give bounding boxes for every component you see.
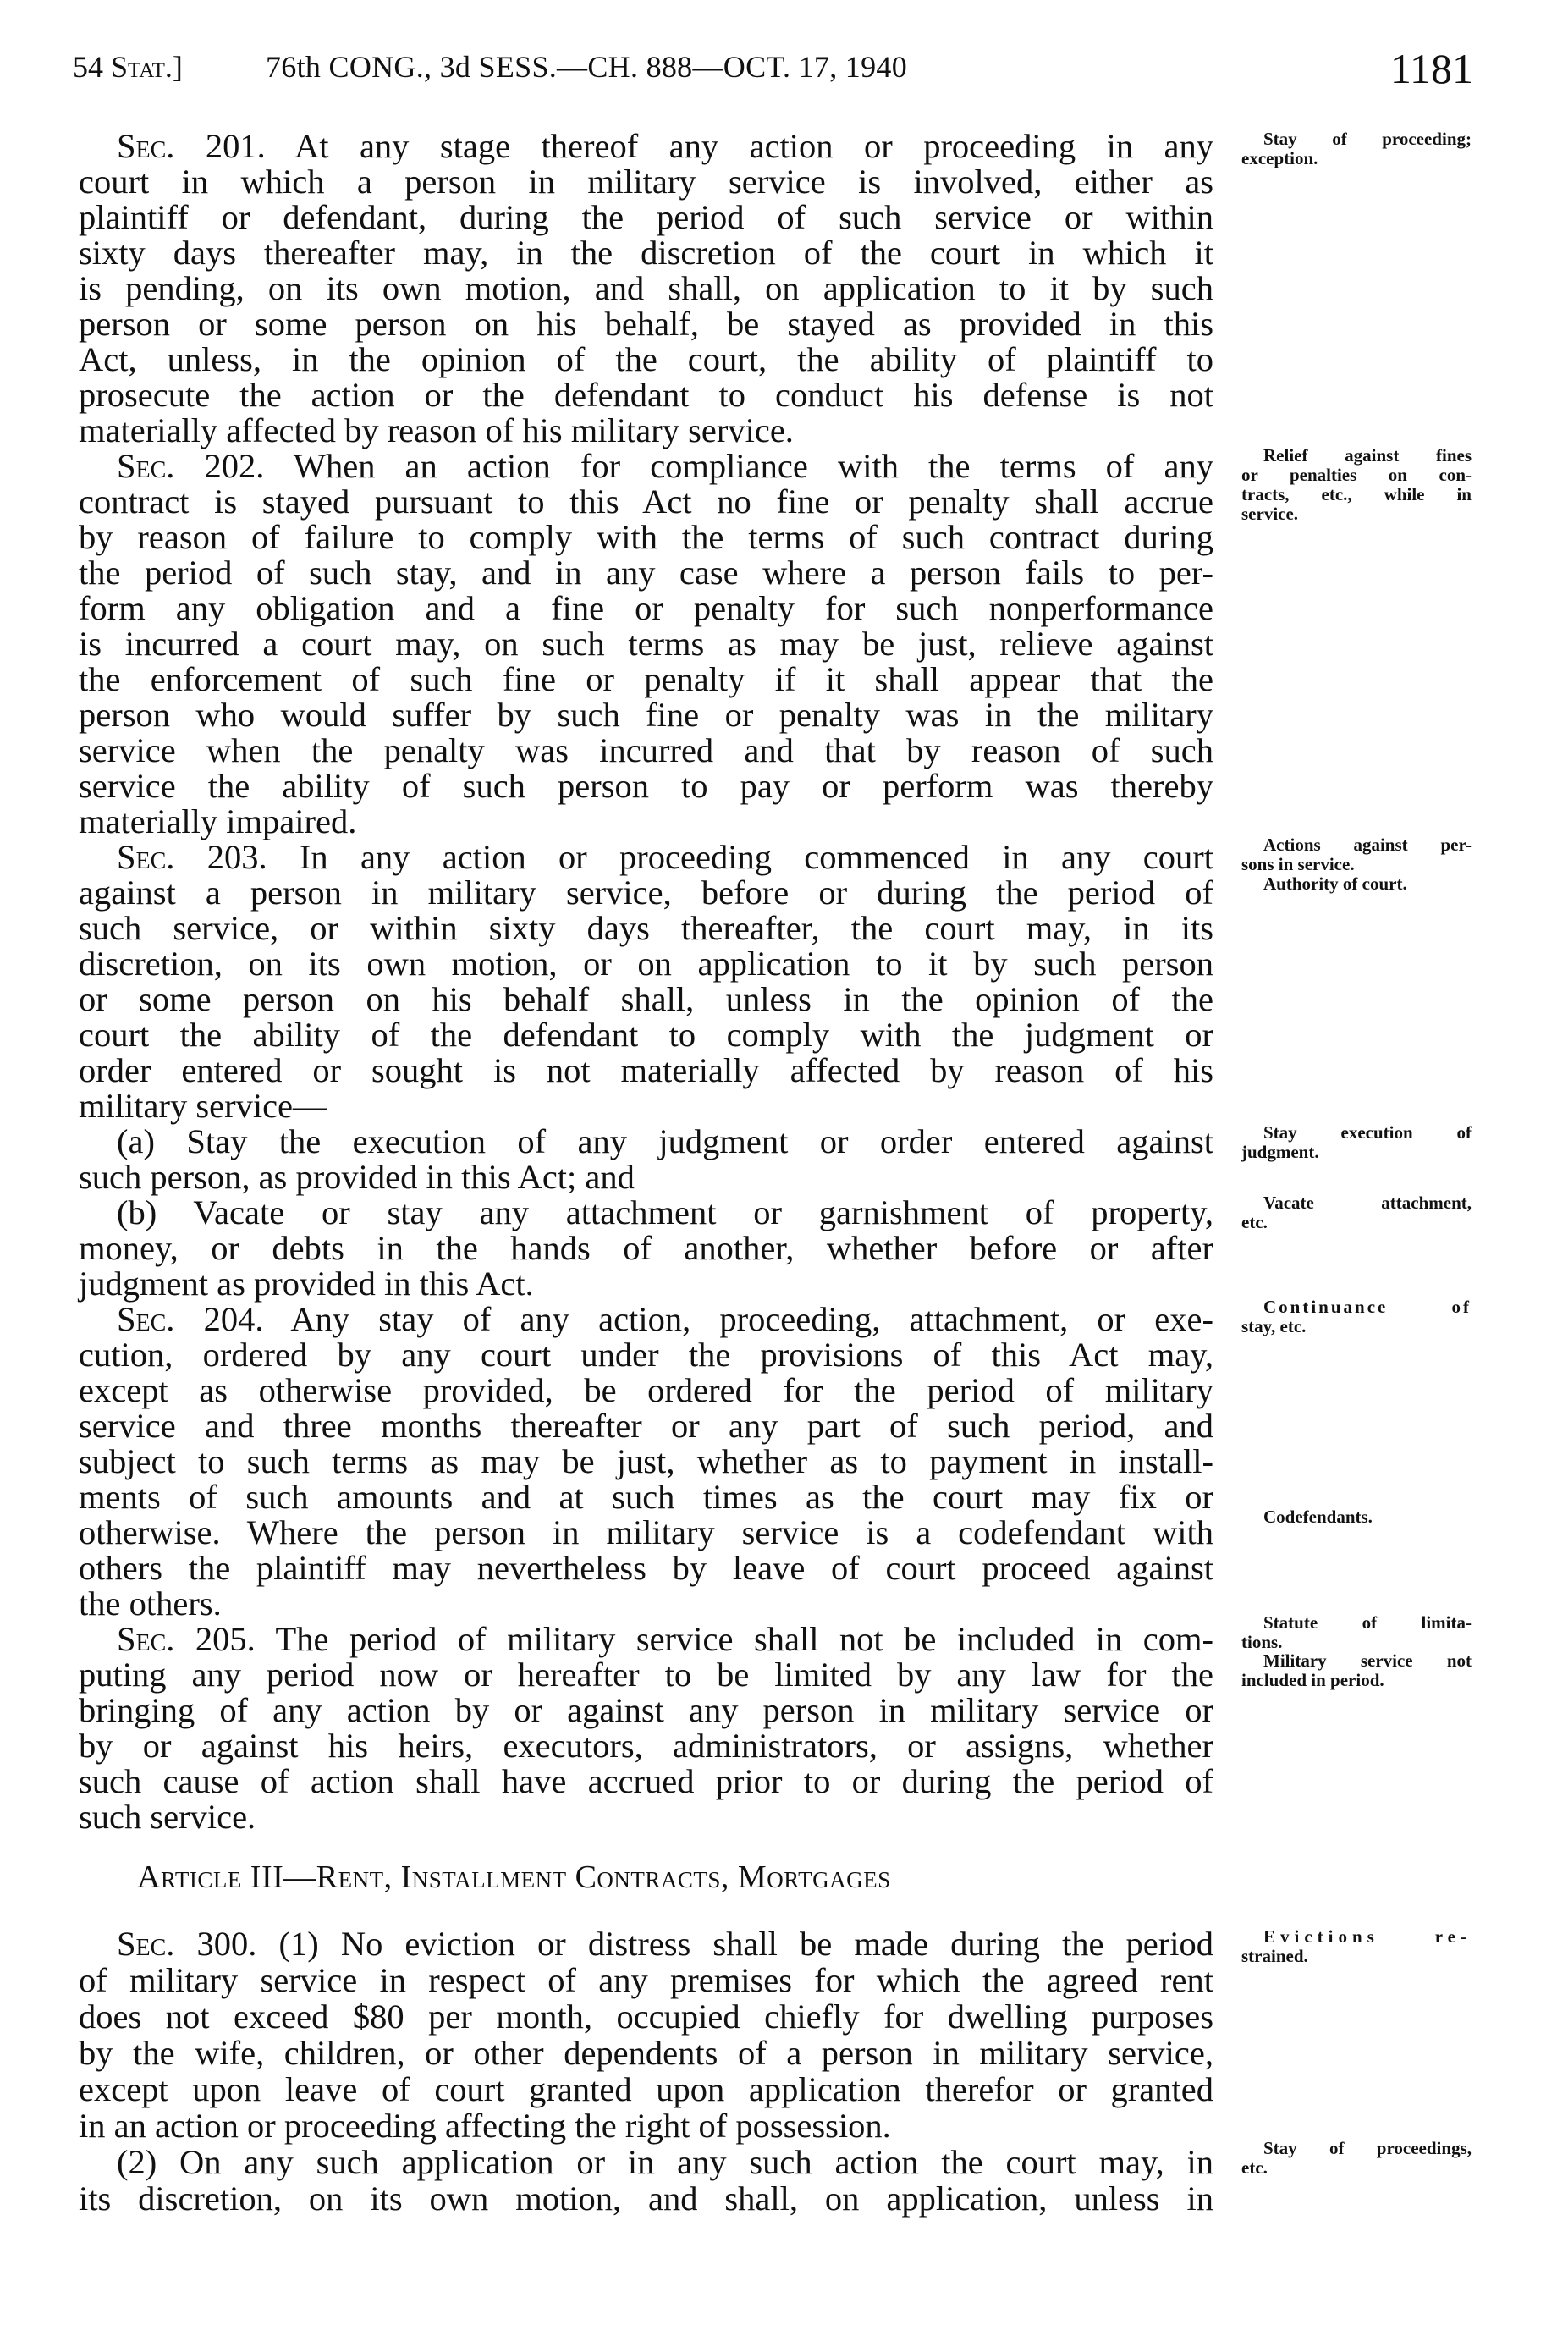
text-line: sixty days thereafter may, in the discretion of the court in which it [79, 234, 1213, 272]
text-line: form any obligation and a fine or penalty for such nonperformance [79, 589, 1213, 627]
text-line: discretion, on its own motion, or on application to it by such person [79, 945, 1213, 983]
text-line: court in which a person in military service is involved, either as [79, 163, 1213, 201]
text-line: such cause of action shall have accrued prior to or during the period of [79, 1762, 1213, 1800]
text-line: the others. [79, 1584, 222, 1623]
margin-note: Military service not included in period. [1241, 1650, 1472, 1690]
margin-note: Statute of limita- tions. [1241, 1612, 1472, 1652]
margin-note: Evictions re- strained. [1241, 1926, 1472, 1966]
text-line: or some person on his behalf shall, unless in the opinion of the [79, 980, 1213, 1018]
text-line: person who would suffer by such fine or penalty was in the military [79, 696, 1213, 734]
text-line: person or some person on his behalf, be stayed as provided in this [79, 305, 1213, 343]
text-line: by the wife, children, or other dependents of a person in military service, [79, 2034, 1213, 2072]
text-line: the period of such stay, and in any case where a person fails to per- [79, 554, 1213, 592]
section-label: Sec. 201. [117, 127, 266, 165]
text-line: of military service in respect of any premises for which the agreed rent [79, 1961, 1213, 1999]
text-line: is incurred a court may, on such terms as may be just, relieve against [79, 625, 1213, 663]
session-chapter-heading: 76th CONG., 3d SESS.—CH. 888—OCT. 17, 1940 [266, 50, 907, 84]
margin-note: Actions against per- sons in service. [1241, 835, 1472, 874]
text-line: Act, unless, in the opinion of the court, the ability of plaintiff to [79, 340, 1213, 378]
text-line: service when the penalty was incurred and that by reason of such [79, 731, 1213, 769]
text-line: bringing of any action by or against any person in military service or [79, 1691, 1213, 1729]
margin-note: Authority of court. [1263, 873, 1407, 894]
text-line: service and three months thereafter or any part of such period, and [79, 1407, 1213, 1445]
text-line: prosecute the action or the defendant to conduct his defense is not [79, 376, 1213, 414]
text-line: does not exceed $80 per month, occupied chiefly for dwelling purposes [79, 1997, 1213, 2036]
margin-note: Stay of proceeding; exception. [1241, 129, 1472, 168]
margin-note: Vacate attachment, etc. [1241, 1193, 1472, 1232]
text-line: ments of such amounts and at such times as the court may fix or [79, 1478, 1213, 1516]
text-line: except upon leave of court granted upon application therefor or granted [79, 2070, 1213, 2108]
text-line: such service, or within sixty days thereafter, the court may, in its [79, 909, 1213, 947]
text-line: materially impaired. [79, 802, 357, 840]
margin-note: Codefendants. [1263, 1507, 1373, 1527]
text-line: military service— [79, 1087, 327, 1125]
text-line: is pending, on its own motion, and shall, on application to it by such [79, 269, 1213, 307]
text-line: by reason of failure to comply with the terms of such contract during [79, 518, 1213, 556]
section-label: Sec. 202. [117, 447, 265, 485]
text-line: otherwise. Where the person in military service is a codefendant with [79, 1513, 1213, 1551]
section-label: Sec. 300. [117, 1925, 257, 1963]
text-line: service the ability of such person to pay or perform was thereby [79, 767, 1213, 805]
section-label: Sec. 204. [117, 1300, 264, 1338]
margin-note: Relief against fines or penalties on con- tracts, etc., while in service. [1241, 445, 1472, 524]
text-line: judgment as provided in this Act. [79, 1264, 534, 1303]
text-line: Sec. 300. (1) No eviction or distress shall be made during the period [117, 1925, 1213, 1963]
text-line: money, or debts in the hands of another, whether before or after [79, 1229, 1213, 1267]
text-line: cution, ordered by any court under the provisions of this Act may, [79, 1336, 1213, 1374]
text-line: such person, as provided in this Act; and [79, 1158, 635, 1196]
text-line: contract is stayed pursuant to this Act no fine or penalty shall accrue [79, 482, 1213, 521]
text-line: others the plaintiff may nevertheless by leave of court proceed against [79, 1549, 1213, 1587]
text-line: (b) Vacate or stay any attachment or garnishment of property, [117, 1193, 1213, 1231]
text-line: (2) On any such application or in any such action the court may, in [117, 2143, 1213, 2181]
text-line: Sec. 201. At any stage thereof any action or proceeding in any [117, 127, 1213, 165]
text-line: puting any period now or hereafter to be limited by any law for the [79, 1656, 1213, 1694]
text-line: subject to such terms as may be just, whether as to payment in install- [79, 1442, 1213, 1480]
section-label: Sec. 203. [117, 838, 267, 876]
text-line: the enforcement of such fine or penalty if it shall appear that the [79, 660, 1213, 698]
text-line: Sec. 202. When an action for compliance with the terms of any [117, 447, 1213, 485]
text-line: against a person in military service, before or during the period of [79, 873, 1213, 912]
article-heading: Article III—Rent, Installment Contracts, Mortgages [137, 1859, 891, 1895]
margin-note: Stay execution of judgment. [1241, 1122, 1472, 1162]
text-line: its discretion, on its own motion, and shall, on application, unless in [79, 2179, 1213, 2218]
text-line: in an action or proceeding affecting the right of possession. [79, 2107, 891, 2145]
text-line: (a) Stay the execution of any judgment or order entered against [117, 1122, 1213, 1160]
text-line: Sec. 203. In any action or proceeding commenced in any court [117, 838, 1213, 876]
text-line: court the ability of the defendant to comply with the judgment or [79, 1016, 1213, 1054]
volume-reference: 54 Stat.] [73, 50, 183, 84]
text-line: materially affected by reason of his military service. [79, 411, 794, 449]
section-label: Sec. 205. [117, 1620, 256, 1658]
text-line: by or against his heirs, executors, administrators, or assigns, whether [79, 1727, 1213, 1765]
text-line: Sec. 205. The period of military service shall not be included in com- [117, 1620, 1213, 1658]
text-line: Sec. 204. Any stay of any action, proceeding, attachment, or exe- [117, 1300, 1213, 1338]
text-line: such service. [79, 1798, 256, 1836]
text-line: except as otherwise provided, be ordered for the period of military [79, 1371, 1213, 1409]
margin-note: Continuance of stay, etc. [1241, 1297, 1472, 1336]
margin-note: Stay of proceedings, etc. [1241, 2138, 1472, 2178]
text-line: plaintiff or defendant, during the period of such service or within [79, 198, 1213, 236]
text-line: order entered or sought is not materially affected by reason of his [79, 1051, 1213, 1089]
page-number: 1181 [1389, 45, 1473, 92]
